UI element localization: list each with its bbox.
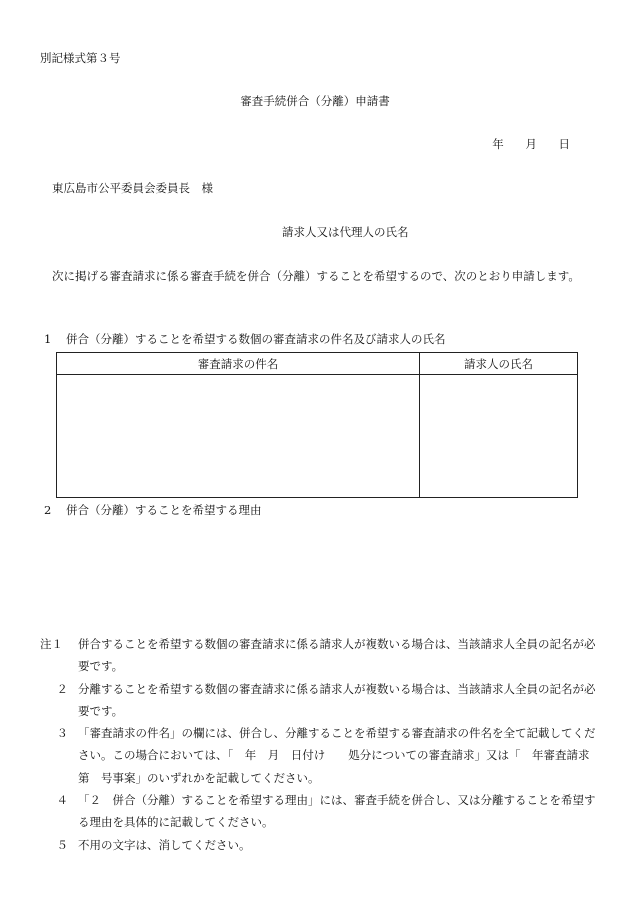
date-month-label: 月 <box>525 137 537 151</box>
addressee: 東広島市公平委員会委員長 様 <box>52 181 213 195</box>
note-item <box>40 722 600 789</box>
notes-list <box>40 633 600 856</box>
note-text: 不用の文字は、消してください。 <box>78 837 251 852</box>
date-day-label: 日 <box>558 137 570 151</box>
date-line <box>492 139 570 151</box>
note-number: ３ <box>56 726 68 741</box>
note-text: 併合することを希望する数個の審査請求に係る請求人が複数いる場合は、当該請求人全員の記名が必要です。 <box>78 637 596 674</box>
date-year-label: 年 <box>492 137 504 151</box>
note-number: ４ <box>56 793 68 808</box>
section-1-number: 1 <box>44 332 52 346</box>
note-item <box>40 633 600 678</box>
column-header-requester-name: 請求人の氏名 <box>420 353 578 375</box>
section-2-heading <box>44 505 262 517</box>
column-header-case-name: 審査請求の件名 <box>57 353 420 375</box>
case-name-cell[interactable] <box>57 375 420 498</box>
requester-name-label: 請求人又は代理人の氏名 <box>282 225 409 239</box>
note-number: ５ <box>56 837 68 852</box>
note-item <box>40 678 600 723</box>
requester-name-cell[interactable] <box>420 375 578 498</box>
section-1-heading <box>44 334 446 346</box>
note-text: 「審査請求の件名」の欄には、併合し、分離することを希望する審査請求の件名を全て記載してください。この場合においては、「 年 月 日付け 処分についての審査請求」又は「 年審査請求第 号事案」のいずれかを記載してください。 <box>78 726 596 785</box>
document-title: 審査手続併合（分離）申請書 <box>240 94 390 108</box>
note-item <box>40 834 600 856</box>
section-2-title: 併合（分離）することを希望する理由 <box>66 503 262 517</box>
section-2-number: 2 <box>44 503 52 517</box>
form-number: 別記様式第３号 <box>40 51 121 65</box>
note-number: 注１ <box>40 637 63 651</box>
body-paragraph: 次に掲げる審査請求に係る審査手続を併合（分離）することを希望するので、次のとおり申請します。 <box>52 269 580 283</box>
section-1-title: 併合（分離）することを希望する数個の審査請求の件名及び請求人の氏名 <box>66 332 446 346</box>
note-item <box>40 789 600 834</box>
case-table <box>56 352 578 498</box>
note-text: 分離することを希望する数個の審査請求に係る請求人が複数いる場合は、当該請求人全員の記名が必要です。 <box>78 681 596 718</box>
note-text: 「２ 併合（分離）することを希望する理由」には、審査手続を併合し、又は分離することを希望する理由を具体的に記載してください。 <box>78 793 596 830</box>
note-number: ２ <box>56 681 68 696</box>
